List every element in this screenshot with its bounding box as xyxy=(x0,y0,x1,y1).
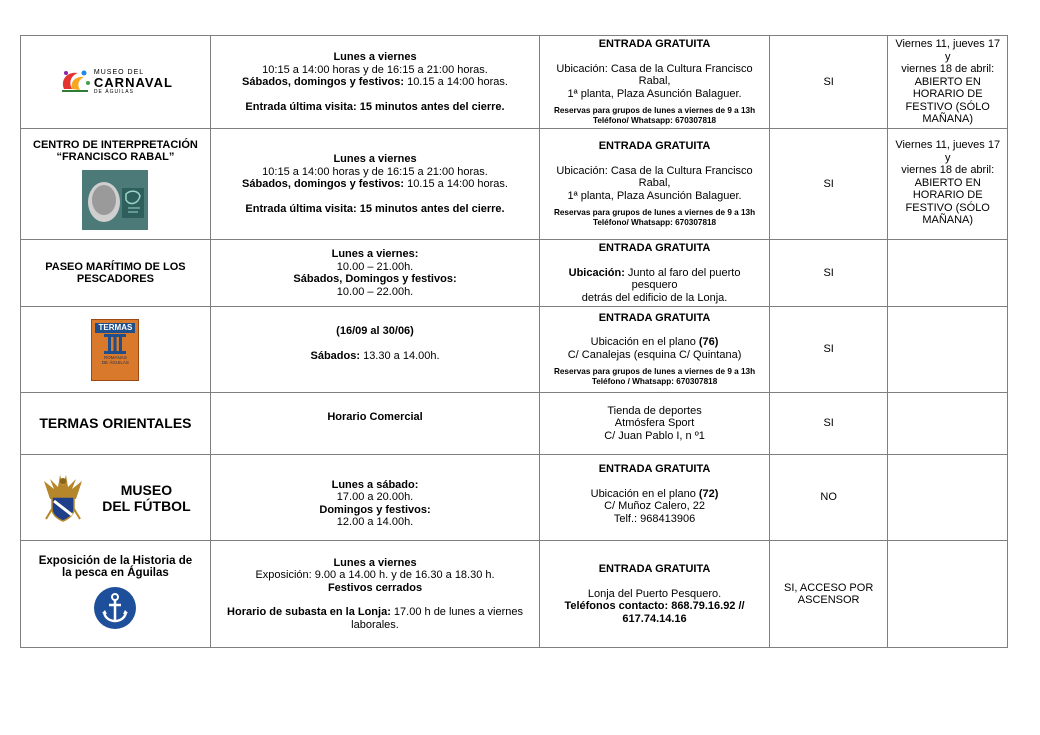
hours-line: 17.00 a 20.00h. xyxy=(336,491,414,503)
logo-text-line3: DE ÁGUILAS xyxy=(93,89,134,95)
hours-label: Horario de subasta en la Lonja: xyxy=(227,606,391,619)
venue-name: DEL FÚTBOL xyxy=(102,497,191,514)
hours-line: 10.15 a 14:00 horas. xyxy=(404,178,508,190)
hours-line: 10:15 a 14:00 horas y de 16:15 a 21:00 horas. xyxy=(262,165,488,178)
venue-cell xyxy=(21,541,211,648)
table-row xyxy=(21,36,1008,129)
accessibility-cell: NO xyxy=(769,455,888,541)
hours-cell xyxy=(210,541,539,648)
hours-label: Sábados: xyxy=(310,349,361,362)
info-cell xyxy=(540,307,770,393)
location-line: C/ Canalejas (esquina C/ Quintana) xyxy=(567,348,742,361)
free-entry-label: ENTRADA GRATUITA xyxy=(598,311,711,324)
venue-cell xyxy=(21,393,211,455)
venue-cell xyxy=(21,307,211,393)
venue-name: MUSEO xyxy=(120,481,173,498)
hours-heading: Lunes a viernes xyxy=(333,556,417,569)
hours-heading: Sábados, Domingos y festivos: xyxy=(293,273,457,285)
table-row xyxy=(21,541,1008,648)
group-booking-note: Reservas para grupos de lunes a viernes de 9 a 13h xyxy=(553,106,756,115)
eagle-crest-icon xyxy=(40,471,86,525)
location-line: 1ª planta, Plaza Asunción Balaguer. xyxy=(567,87,742,100)
logo-text-line3: DE ÁGUILAS xyxy=(101,359,129,365)
notes-line: ABIERTO EN HORARIO DE xyxy=(912,75,983,101)
hours-line: 10:15 a 14:00 horas y de 16:15 a 21:00 horas. xyxy=(262,63,488,76)
hours-heading: Lunes a sábado: xyxy=(331,478,419,491)
hours-line: Exposición: 9.00 a 14.00 h. y de 16.30 a 18.30 h. xyxy=(255,569,495,582)
table-row xyxy=(21,129,1008,240)
location-label: Ubicación: xyxy=(568,266,625,279)
location-line: 1ª planta, Plaza Asunción Balaguer. xyxy=(567,189,742,202)
accessibility-cell: SI xyxy=(769,393,888,455)
table-row xyxy=(21,393,1008,455)
venue-name: PASEO MARÍTIMO DE LOS xyxy=(45,260,186,273)
accessibility-cell: SI xyxy=(769,129,888,240)
notes-cell xyxy=(888,393,1008,455)
free-entry-label: ENTRADA GRATUITA xyxy=(598,242,711,254)
accessibility-cell xyxy=(769,541,888,648)
hours-label: Sábados, domingos y festivos: xyxy=(242,76,405,88)
hours-heading: (16/09 al 30/06) xyxy=(336,325,414,337)
free-entry-label: ENTRADA GRATUITA xyxy=(598,463,711,475)
hours-cell xyxy=(210,307,539,393)
hours-cell xyxy=(210,129,539,240)
phone-number: Telf.: 968413906 xyxy=(613,512,696,525)
carnaval-mask-icon xyxy=(58,67,92,97)
location-line: detrás del edificio de la Lonja. xyxy=(581,291,728,304)
info-cell xyxy=(540,393,770,455)
hours-cell xyxy=(210,240,539,307)
notes-cell xyxy=(888,240,1008,307)
rabal-portrait-image xyxy=(82,170,148,230)
carnaval-logo xyxy=(25,67,206,97)
info-cell xyxy=(540,129,770,240)
notes-cell xyxy=(888,541,1008,648)
venue-name: TERMAS ORIENTALES xyxy=(39,415,192,432)
location-line: Tienda de deportes xyxy=(607,404,702,417)
notes-cell xyxy=(888,129,1008,240)
notes-line: Viernes 11, jueves 17 y xyxy=(895,38,1001,63)
info-cell xyxy=(540,240,770,307)
location-line: Ubicación en el plano xyxy=(590,336,699,349)
venue-name: Exposición de la Historia de xyxy=(38,554,193,567)
hours-line: 13.30 a 14.00h. xyxy=(360,349,440,362)
venue-cell xyxy=(21,240,211,307)
accessibility-line: ASCENSOR xyxy=(797,594,860,606)
notes-line: viernes 18 de abril: xyxy=(901,164,995,176)
table-row xyxy=(21,240,1008,307)
free-entry-label: ENTRADA GRATUITA xyxy=(598,140,711,152)
notes-line: ABIERTO EN HORARIO DE xyxy=(912,176,983,201)
hours-heading: Horario Comercial xyxy=(327,411,423,423)
hours-line: 10.00 – 22.00h. xyxy=(336,285,414,298)
logo-text-line2: CARNAVAL xyxy=(93,75,173,90)
hours-heading: Lunes a viernes xyxy=(333,51,417,63)
accessibility-cell: SI xyxy=(769,240,888,307)
hours-heading: Festivos cerrados xyxy=(327,581,423,594)
last-entry-note: Entrada última visita: 15 minutos antes del cierre. xyxy=(245,202,505,215)
hours-cell xyxy=(210,36,539,129)
accessibility-cell: SI xyxy=(769,307,888,393)
info-cell xyxy=(540,455,770,541)
notes-line: viernes 18 de abril: xyxy=(901,63,995,76)
location-line: Ubicación: Casa de la Cultura Francisco Rabal, xyxy=(556,62,753,87)
logo-text-line2: ROMANAS xyxy=(104,354,127,360)
hours-line: laborales. xyxy=(351,618,399,631)
venue-name: “FRANCISCO RABAL” xyxy=(56,151,175,163)
hours-cell xyxy=(210,393,539,455)
venue-name: la pesca en Águilas xyxy=(62,567,169,580)
hours-heading: Domingos y festivos: xyxy=(319,503,431,516)
hours-label: Sábados, domingos y festivos: xyxy=(242,178,405,190)
notes-cell xyxy=(888,307,1008,393)
accessibility-line: SI, ACCESO POR xyxy=(784,581,874,594)
hours-line: 10.15 a 14:00 horas. xyxy=(404,76,508,88)
venue-cell xyxy=(21,36,211,129)
hours-heading: Lunes a viernes: xyxy=(331,248,419,260)
map-number: (72) xyxy=(698,487,719,500)
notes-cell xyxy=(888,36,1008,129)
location-line: Ubicación: Casa de la Cultura Francisco Rabal, xyxy=(556,164,753,189)
table-row xyxy=(21,455,1008,541)
last-entry-note: Entrada última visita: 15 minutos antes del cierre. xyxy=(245,100,505,113)
venue-cell xyxy=(21,129,211,240)
location-line: C/ Juan Pablo I, n º1 xyxy=(604,429,705,442)
hours-line: 10.00 – 21.00h. xyxy=(336,260,414,273)
termas-logo xyxy=(91,319,139,381)
table-row xyxy=(21,307,1008,393)
location-line: Lonja del Puerto Pesquero. xyxy=(587,587,722,600)
phone-whatsapp: Teléfono/ Whatsapp: 670307818 xyxy=(592,218,717,227)
column-icon xyxy=(100,333,130,355)
venue-cell xyxy=(21,455,211,541)
phone-whatsapp: Teléfono / Whatsapp: 670307818 xyxy=(591,377,718,387)
notes-line: Viernes 11, jueves 17 y xyxy=(895,139,1001,164)
anchor-icon xyxy=(93,586,137,630)
notes-line: FESTIVO (SÓLO MAÑANA) xyxy=(905,100,990,126)
hours-cell xyxy=(210,455,539,541)
free-entry-label: ENTRADA GRATUITA xyxy=(598,563,711,575)
info-cell xyxy=(540,541,770,648)
group-booking-note: Reservas para grupos de lunes a viernes de 9 a 13h xyxy=(553,208,756,217)
phone-whatsapp: Teléfono/ Whatsapp: 670307818 xyxy=(592,116,717,125)
location-line: Junto al faro del puerto pesquero xyxy=(624,266,741,291)
venue-name: PESCADORES xyxy=(76,273,154,285)
info-cell xyxy=(540,36,770,129)
venue-name: CENTRO DE INTERPRETACIÓN xyxy=(33,138,198,151)
location-line: C/ Muñoz Calero, 22 xyxy=(604,500,705,512)
hours-line: 12.00 a 14.00h. xyxy=(336,516,414,528)
notes-line: FESTIVO (SÓLO MAÑANA) xyxy=(905,201,990,226)
hours-heading: Lunes a viernes xyxy=(333,153,417,165)
schedule-table xyxy=(20,35,1008,648)
hours-line: 17.00 h de lunes a viernes xyxy=(390,606,523,619)
logo-text-line1: TERMAS xyxy=(98,322,133,332)
notes-cell xyxy=(888,455,1008,541)
phone-contact: Teléfonos contacto: 868.79.16.92 // xyxy=(564,600,745,612)
location-line: Ubicación en el plano xyxy=(590,487,699,500)
logo-text-line1: MUSEO DEL xyxy=(93,69,145,76)
map-number: (76) xyxy=(698,336,719,349)
free-entry-label: ENTRADA GRATUITA xyxy=(598,38,711,50)
location-line: Atmósfera Sport xyxy=(614,417,695,430)
group-booking-note: Reservas para grupos de lunes a viernes de 9 a 13h xyxy=(553,367,756,377)
accessibility-cell: SI xyxy=(769,36,888,129)
phone-contact: 617.74.14.16 xyxy=(622,612,687,625)
